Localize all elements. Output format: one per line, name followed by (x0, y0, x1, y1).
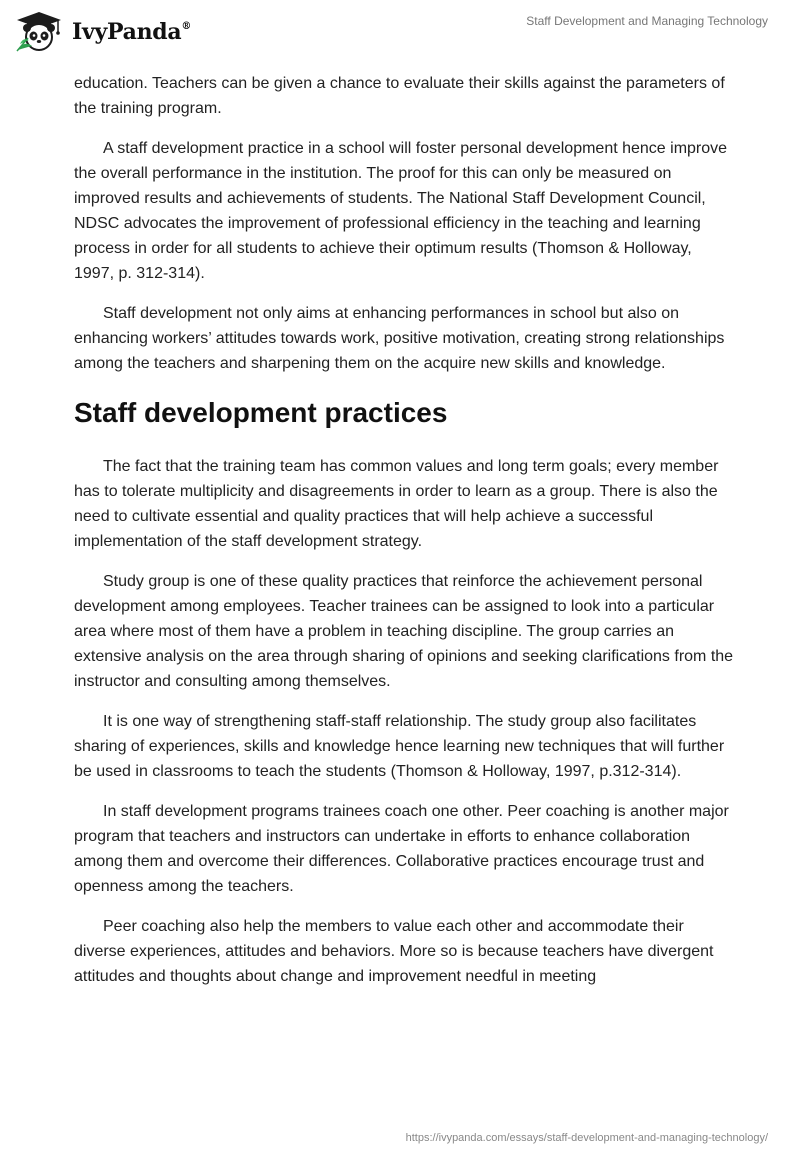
panda-graduate-logo-icon (14, 10, 64, 52)
paragraph: It is one way of strengthening staff-staff relationship. The study group also facilitates sharing of experiences, skills and knowledge hence learning new techniques that will further be used in classrooms to teach the students (Thomson & Holloway, 1997, p.312-314). (74, 713, 725, 780)
ivypanda-logo[interactable] (14, 10, 191, 52)
essay-content (74, 71, 734, 1004)
page-header (0, 0, 800, 70)
section-heading: Staff development practices (74, 397, 448, 428)
brand-name (72, 19, 191, 45)
source-url[interactable]: https://ivypanda.com/essays/staff-development-and-managing-technology/ (405, 1132, 768, 1144)
brand-text: IvyPanda (72, 19, 182, 45)
registered-mark: ® (181, 20, 192, 32)
paragraph: Study group is one of these quality practices that reinforce the achievement personal development among employees. Teacher trainees can be assigned to look into a particular area where most of them have a problem in teaching discipline. The group carries an extensive analysis on the area through sharing of opinions and seeking clarifications from the instructor and consulting among themselves. (74, 573, 734, 690)
paragraph: Peer coaching also help the members to value each other and accommodate their diverse experiences, attitudes and behaviors. More so is because teachers have divergent attitudes and thoughts about change and improvement needful in meeting (74, 918, 714, 985)
paragraph: A staff development practice in a school will foster personal development hence improve the overall performance in the institution. The proof for this can only be measured on improved results and achievements of students. The National Staff Development Council, NDSC advocates the improvement of professional efficiency in the teaching and learning process in order for all students to achieve their optimum results (Thomson & Holloway, 1997, p. 312-314). (74, 140, 728, 282)
document-title: Staff Development and Managing Technology (526, 14, 768, 28)
paragraph: In staff development programs trainees coach one other. Peer coaching is another major program that teachers and instructors can undertake in efforts to enhance collaboration among them and overcome their differences. Collaborative practices encourage trust and openness among the teachers. (74, 803, 729, 895)
paragraph: Staff development not only aims at enhancing performances in school but also on enhancing workers’ attitudes towards work, positive motivation, creating strong relationships among the teachers and sharpening them on the acquire new skills and knowledge. (74, 305, 725, 372)
paragraph-continued: education. Teachers can be given a chance to evaluate their skills against the parameters of the training program. (74, 75, 725, 117)
paragraph: The fact that the training team has common values and long term goals; every member has to tolerate multiplicity and disagreements in order to learn as a group. There is also the need to cultivate essential and quality practices that will help achieve a successful implementation of the staff development strategy. (74, 458, 719, 550)
